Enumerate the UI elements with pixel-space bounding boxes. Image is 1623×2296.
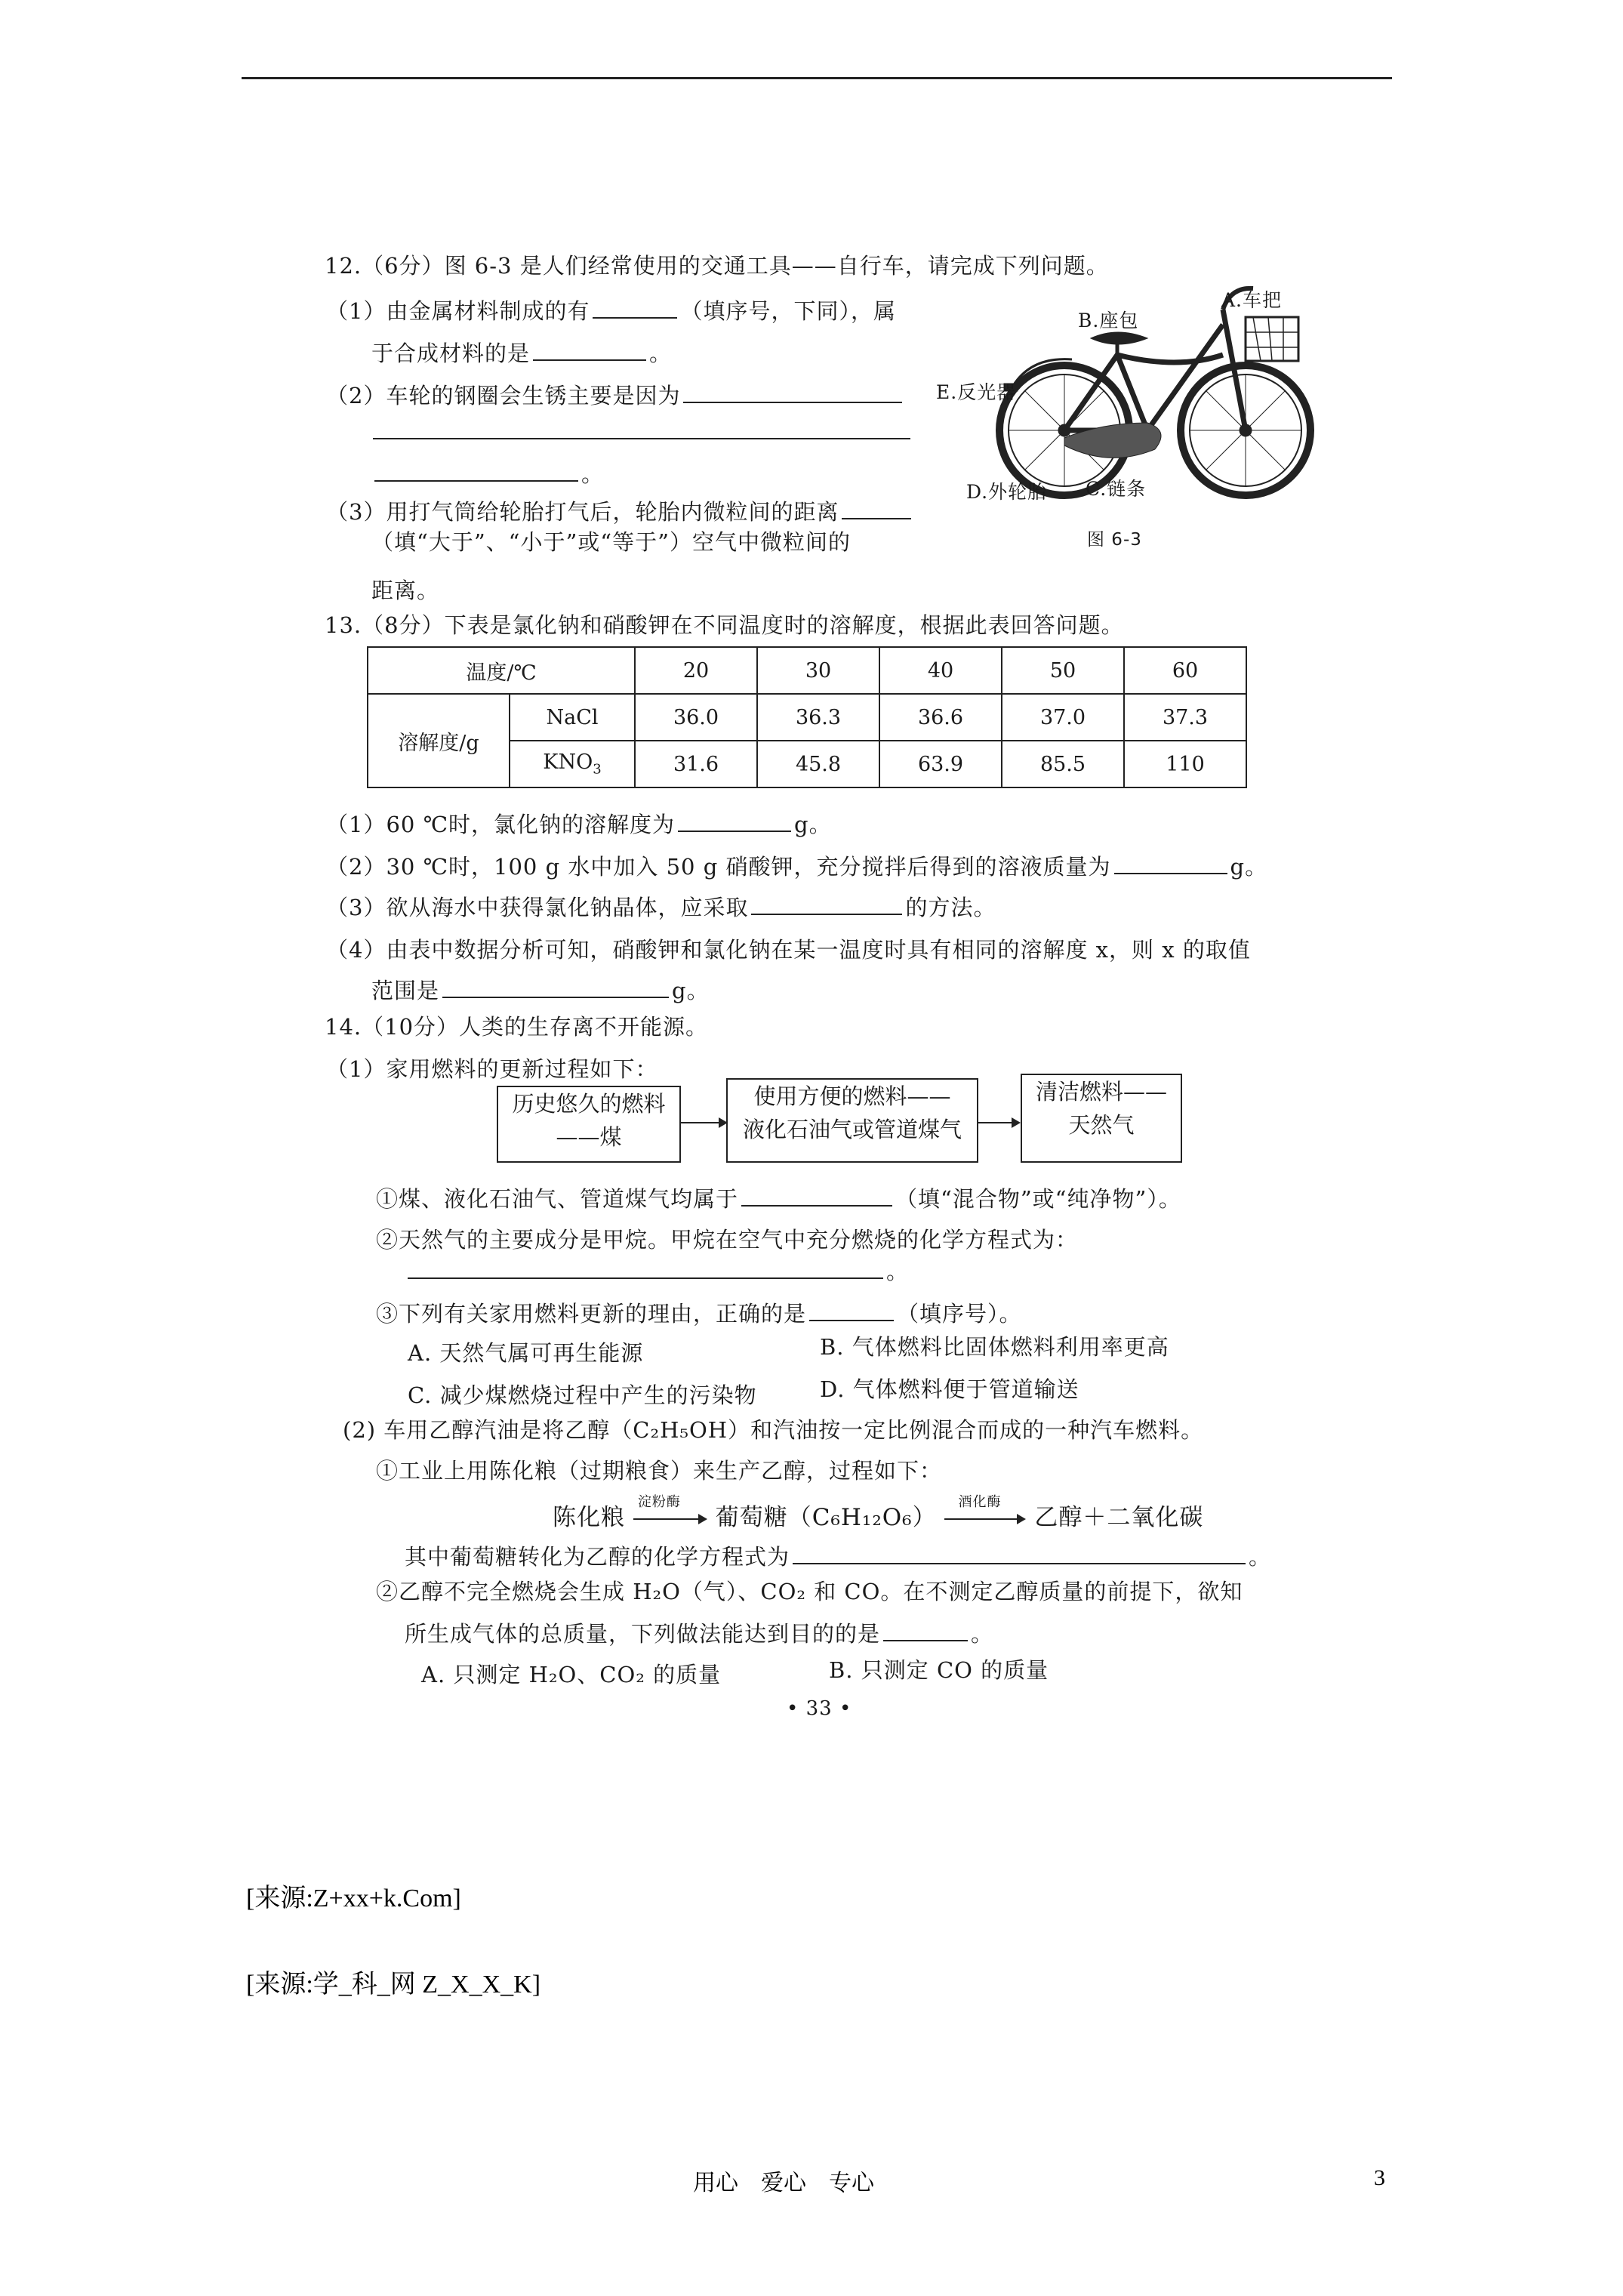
table-cell: 45.8: [757, 741, 879, 787]
q14-part1: （1）家用燃料的更新过程如下：: [326, 1056, 658, 1082]
q14-title: 14.（10分）人类的生存离不开能源。: [325, 1014, 709, 1040]
solubility-table: [367, 646, 1247, 788]
table-cell: 36.6: [879, 694, 1002, 741]
label-seat: B.座包: [1078, 310, 1139, 331]
q14-sub2-line: 。: [405, 1255, 909, 1286]
table-cell: 20: [635, 647, 757, 694]
reaction-arrow: [633, 1493, 707, 1530]
option-a: A. 天然气属可再生能源: [408, 1340, 644, 1366]
q13-part4: （4）由表中数据分析可知，硝酸钾和氯化钠在某一温度时具有相同的溶解度 x，则 x 的取值: [326, 937, 1251, 963]
q14-part2-sub2-cont: 所生成气体的总质量，下列做法能达到目的的是 。: [405, 1621, 994, 1647]
q14-sub3: ③下列有关家用燃料更新的理由，正确的是 （填序号）。: [376, 1301, 1022, 1327]
q12-part2-cont: 。: [371, 458, 604, 488]
flow-arrow: [681, 1122, 726, 1123]
answer-blank: [593, 297, 677, 319]
q13-part1: （1）60 ℃时，氯化钠的溶解度为 g。: [326, 812, 832, 837]
table-cell: 85.5: [1002, 741, 1124, 787]
flow-text: 天然气: [1068, 1112, 1135, 1138]
q14-part2-sub2: ②乙醇不完全燃烧会生成 H₂O（气）、CO₂ 和 CO。在不测定乙醇质量的前提下，欲知: [376, 1579, 1243, 1604]
label-chain: C.链条: [1086, 478, 1147, 500]
answer-line: [373, 438, 910, 439]
flow-arrow: [978, 1122, 1019, 1123]
label-reflector: E.反光器: [936, 381, 1017, 403]
option-c: C. 减少煤燃烧过程中产生的污染物: [408, 1382, 757, 1408]
option-a2: A. 只测定 H₂O、CO₂ 的质量: [421, 1662, 722, 1687]
product: 乙醇＋二氧化碳: [1034, 1504, 1204, 1531]
reaction-chain: [553, 1493, 1204, 1532]
option-b: B. 气体燃料比固体燃料利用率更高: [820, 1334, 1169, 1360]
q14-part2-sub1: ①工业上用陈化粮（过期粮食）来生产乙醇，过程如下：: [376, 1458, 943, 1484]
table-row: [368, 694, 1246, 741]
q14-equation-line: 其中葡萄糖转化为乙醇的化学方程式为 。: [405, 1544, 1272, 1570]
header-rule: [242, 77, 1392, 79]
flow-text: ——煤: [556, 1124, 622, 1150]
answer-blank: [883, 1620, 968, 1641]
label-tire: D.外轮胎: [966, 481, 1048, 503]
q13-part2: （2）30 ℃时，100 g 水中加入 50 g 硝酸钾，充分搅拌后得到的溶液质量为 g。: [326, 854, 1268, 880]
flow-box-gas: [1021, 1074, 1182, 1163]
answer-blank: [683, 382, 902, 403]
temp-header: 温度/℃: [368, 647, 635, 694]
flow-text: 历史悠久的燃料: [512, 1091, 666, 1117]
table-cell: 30: [757, 647, 879, 694]
solubility-header: 溶解度/g: [368, 694, 510, 787]
intermediate: 葡萄糖（C₆H₁₂O₆）: [715, 1504, 937, 1531]
answer-blank: [842, 498, 911, 519]
q13-part4-cont: 范围是 g。: [371, 978, 710, 1003]
table-cell: 36.0: [635, 694, 757, 741]
q12-part3-cont: （填“大于”、“小于”或“等于”）空气中微粒间的: [371, 529, 851, 555]
table-cell: 50: [1002, 647, 1124, 694]
nacl-label: NaCl: [510, 694, 635, 741]
q12-part3-end: 距离。: [371, 578, 440, 603]
flow-box-lpg: [726, 1078, 978, 1163]
table-cell: 37.0: [1002, 694, 1124, 741]
answer-blank: [751, 894, 902, 915]
q14-part2: (2) 车用乙醇汽油是将乙醇（C₂H₅OH）和汽油按一定比例混合而成的一种汽车燃料。: [343, 1417, 1204, 1443]
table-cell: 37.3: [1124, 694, 1246, 741]
table-cell: 110: [1124, 741, 1246, 787]
footer-motto: 用心 爱心 专心: [693, 2171, 874, 2196]
flow-text: 液化石油气或管道煤气: [742, 1117, 962, 1142]
q12-part2: （2）车轮的钢圈会生锈主要是因为: [326, 379, 905, 410]
source-line-1: [来源:Z+xx+k.Com]: [246, 1885, 461, 1912]
answer-blank: [809, 1300, 894, 1321]
q14-sub1: ①煤、液化石油气、管道煤气均属于 （填“混合物”或“纯净物”）。: [376, 1186, 1181, 1212]
q13-title: 13.（8分）下表是氯化钠和硝酸钾在不同温度时的溶解度，根据此表回答问题。: [325, 612, 1124, 638]
table-cell: 36.3: [757, 694, 879, 741]
inner-page-number: • 33 •: [787, 1697, 852, 1720]
option-d: D. 气体燃料便于管道输送: [820, 1376, 1079, 1402]
flow-text: 清洁燃料——: [1035, 1079, 1167, 1105]
q12-part1-cont: 于合成材料的是 。: [371, 341, 673, 366]
enzyme-label: 淀粉酶: [637, 1493, 681, 1510]
answer-blank: [1114, 853, 1227, 874]
table-cell: 60: [1124, 647, 1246, 694]
footer-page-number: 3: [1374, 2165, 1385, 2190]
table-row: [368, 647, 1246, 694]
kno3-label: $KNO_3$: [510, 741, 635, 787]
answer-blank: [793, 1543, 1246, 1564]
reaction-arrow: [944, 1493, 1026, 1530]
q12-part1: （1）由金属材料制成的有 （填序号，下同），属: [326, 298, 896, 324]
label-handlebar: A.车把: [1221, 289, 1283, 311]
answer-blank: [408, 1258, 883, 1279]
table-cell: 63.9: [879, 741, 1002, 787]
answer-blank: [533, 340, 646, 361]
answer-blank: [374, 461, 578, 482]
table-cell: 40: [879, 647, 1002, 694]
reactant: 陈化粮: [553, 1504, 625, 1531]
answer-blank: [741, 1185, 892, 1207]
flow-text: 使用方便的燃料——: [753, 1083, 951, 1109]
q14-sub2: ②天然气的主要成分是甲烷。甲烷在空气中充分燃烧的化学方程式为：: [376, 1227, 1079, 1253]
table-cell: 31.6: [635, 741, 757, 787]
q13-part3: （3）欲从海水中获得氯化钠晶体，应采取 的方法。: [326, 895, 996, 920]
q12-title: 12.（6分）图 6-3 是人们经常使用的交通工具——自行车，请完成下列问题。: [325, 253, 1109, 279]
source-line-2: [来源:学_科_网 Z_X_X_K]: [246, 1971, 541, 1999]
figure-caption: 图 6-3: [1087, 530, 1142, 550]
answer-blank: [442, 977, 669, 998]
enzyme-label: 酒化酶: [958, 1493, 1002, 1510]
option-b2: B. 只测定 CO 的质量: [829, 1657, 1049, 1683]
answer-blank: [678, 811, 791, 832]
flow-box-coal: [497, 1086, 681, 1163]
q12-part3: （3）用打气筒给轮胎打气后，轮胎内微粒间的距离: [326, 495, 914, 526]
